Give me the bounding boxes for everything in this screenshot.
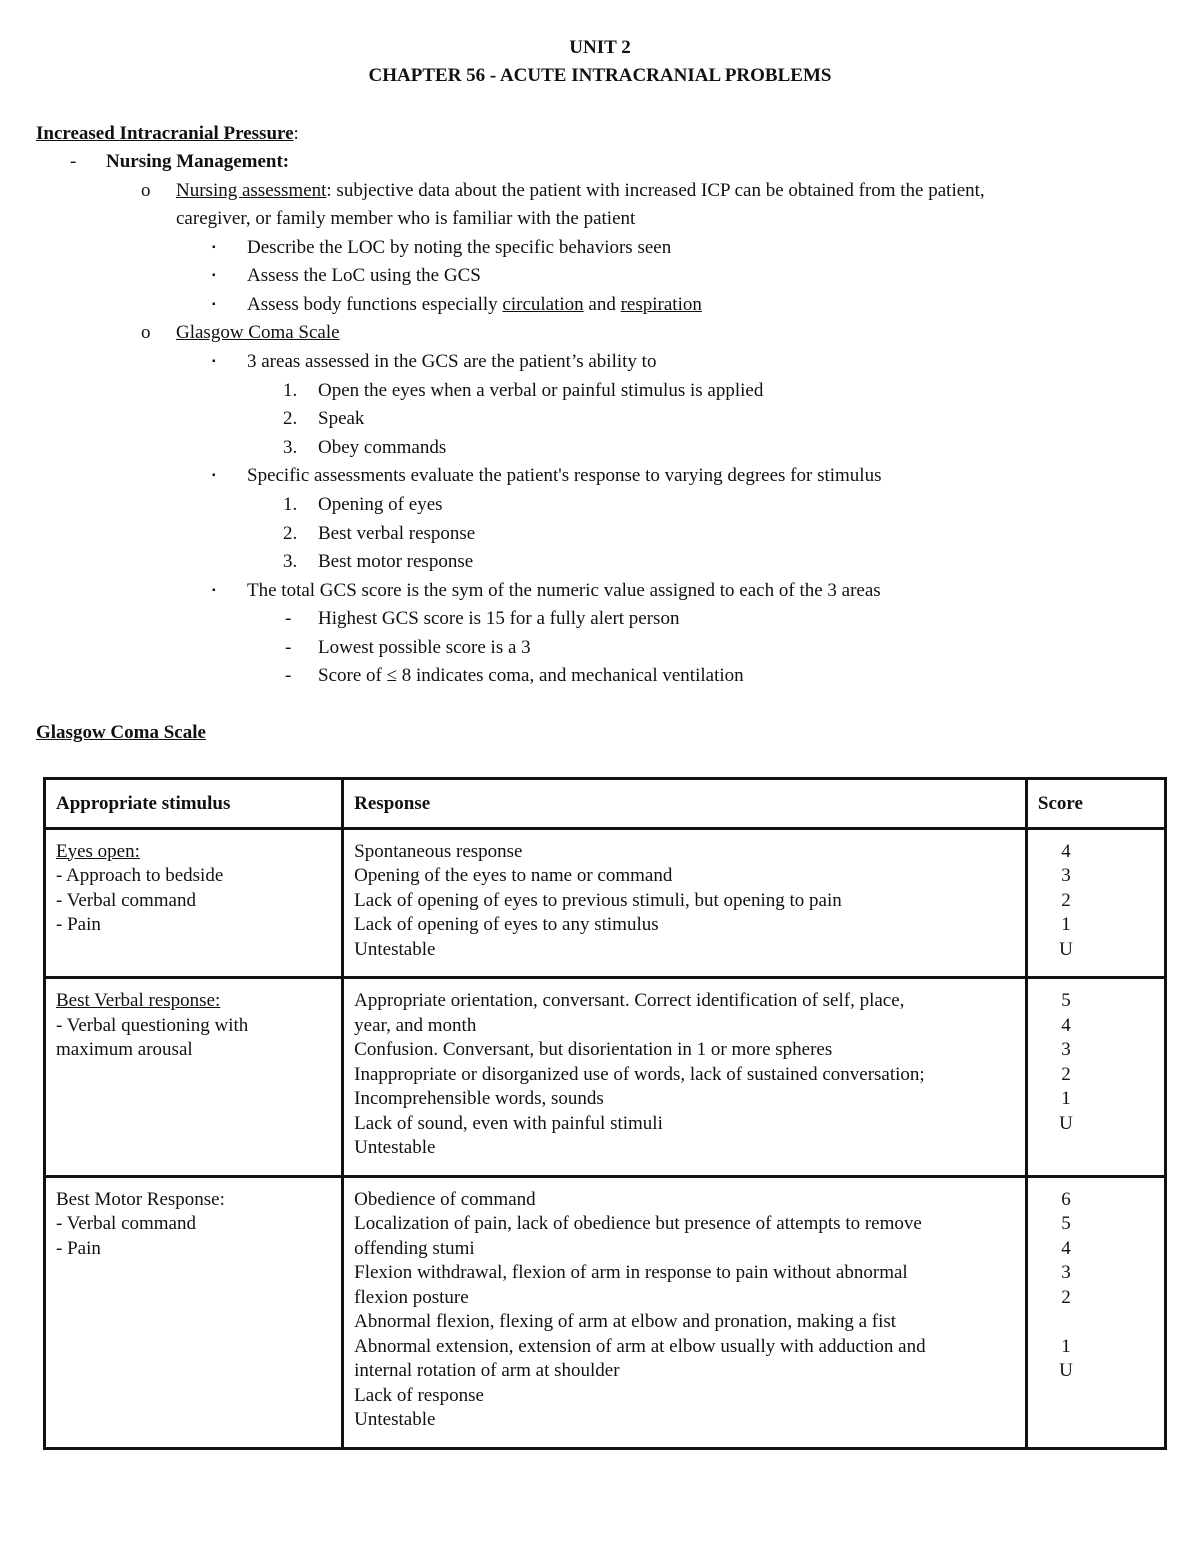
circle-marker: o [141,180,151,201]
circulation-term: circulation [502,294,584,315]
list-number: 2. [283,523,298,544]
list-item: Score of ≤ 8 indicates coma, and mechanical ventilation [318,665,744,686]
score-value: 4 [1061,1237,1071,1259]
response-cell [343,978,1027,1177]
response-line: Flexion withdrawal, flexion of arm in response to pain without abnormal [354,1262,908,1283]
dash-marker: - [70,151,77,172]
bullet-text: and [583,294,621,315]
chapter-heading: CHAPTER 56 - ACUTE INTRACRANIAL PROBLEMS [368,65,832,86]
score-value: U [1059,938,1073,960]
circle-marker: o [141,322,151,343]
list-item: Obey commands [318,437,447,458]
nursing-assessment-line [176,179,985,203]
square-bullet-icon: ▪ [212,299,216,310]
square-bullet-icon: ▪ [212,470,216,481]
dash-marker: - [285,665,292,686]
gcs-bullet: 3 areas assessed in the GCS are the patient’s ability to [247,351,657,372]
stimulus-cell [45,1176,343,1448]
nursing-assessment-text: : subjective data about the patient with increased ICP can be obtained from the patient, [326,180,985,201]
response-line: Lack of opening of eyes to previous stimuli, but opening to pain [354,889,842,911]
response-line: internal rotation of arm at shoulder [354,1360,620,1381]
assessment-bullet: Assess the LoC using the GCS [247,265,481,286]
response-line: Abnormal extension, extension of arm at elbow usually with adduction and [354,1335,926,1357]
list-number: 1. [283,494,298,515]
bullet-text: Assess body functions especially [247,294,503,315]
stimulus-line: - Verbal command [56,1213,196,1234]
response-line: Obedience of command [354,1188,536,1210]
response-line: year, and month [354,1014,477,1036]
score-value: 2 [1061,1286,1071,1308]
response-line: Incomprehensible words, sounds [354,1088,604,1109]
gcs-bullet: The total GCS score is the sym of the numeric value assigned to each of the 3 areas [247,580,881,601]
list-number: 3. [283,551,298,572]
stimulus-title: Eyes open: [56,840,140,862]
table-header-row [45,779,1166,829]
score-cell [1026,978,1165,1177]
section-title-gcs: Glasgow Coma Scale [36,722,206,743]
assessment-bullet [247,293,702,317]
nursing-assessment-label: Nursing assessment [176,180,327,201]
list-number: 3. [283,437,298,458]
score-value: U [1059,1112,1073,1134]
response-line: Spontaneous response [354,840,523,862]
response-line: Lack of response [354,1384,484,1406]
score-cell [1026,828,1165,978]
stimulus-line: - Pain [56,1237,101,1259]
list-item: Speak [318,408,365,429]
list-item: Open the eyes when a verbal or painful stimulus is applied [318,380,764,401]
score-value: 3 [1061,1262,1071,1283]
stimulus-title: Best Motor Response: [56,1188,225,1210]
section-title-icp [36,122,299,146]
list-item: Opening of eyes [318,494,443,515]
score-value: 1 [1061,1335,1071,1357]
score-value: 3 [1061,865,1071,886]
stimulus-line: - Approach to bedside [56,865,224,886]
response-line: Untestable [354,938,436,960]
header-score: Score [1026,779,1165,829]
square-bullet-icon: ▪ [212,585,216,596]
stimulus-title: Best Verbal response: [56,990,221,1011]
list-number: 2. [283,408,298,429]
score-value: U [1059,1360,1073,1381]
response-line: Appropriate orientation, conversant. Correct identification of self, place, [354,990,905,1011]
stimulus-cell [45,828,343,978]
score-value: 4 [1061,1014,1071,1036]
response-line: Confusion. Conversant, but disorientation in 1 or more spheres [354,1039,833,1060]
square-bullet-icon: ▪ [212,270,216,281]
response-line: Lack of sound, even with painful stimuli [354,1112,663,1134]
score-value: 2 [1061,889,1071,911]
score-value: 1 [1061,914,1071,935]
gcs-subheading: Glasgow Coma Scale [176,322,340,343]
square-bullet-icon: ▪ [212,242,216,253]
table-row [45,828,1166,978]
response-line: Untestable [354,1137,436,1158]
response-line: Untestable [354,1409,436,1430]
score-value: 5 [1061,1213,1071,1234]
gcs-bullet: Specific assessments evaluate the patient's response to varying degrees for stimulus [247,465,882,486]
response-line: Opening of the eyes to name or command [354,865,673,886]
list-item: Highest GCS score is 15 for a fully alert person [318,608,680,629]
table-row [45,978,1166,1177]
stimulus-line: maximum arousal [56,1039,193,1060]
score-cell [1026,1176,1165,1448]
assessment-bullet: Describe the LOC by noting the specific behaviors seen [247,237,672,258]
section-title-suffix: : [293,123,299,144]
gcs-table [43,777,1167,1450]
score-spacer [1028,1310,1104,1335]
score-value: 5 [1061,990,1071,1011]
list-item: Best verbal response [318,523,476,544]
stimulus-line: - Verbal command [56,889,196,911]
header-response: Response [343,779,1027,829]
unit-heading: UNIT 2 [569,37,631,58]
respiration-term: respiration [620,294,702,315]
response-line: flexion posture [354,1286,469,1308]
stimulus-cell [45,978,343,1177]
response-line: Lack of opening of eyes to any stimulus [354,914,659,935]
list-item: Lowest possible score is a 3 [318,637,531,658]
dash-marker: - [285,637,292,658]
list-item: Best motor response [318,551,474,572]
dash-marker: - [285,608,292,629]
score-value: 4 [1061,840,1071,862]
list-number: 1. [283,380,298,401]
section-title-text: Increased Intracranial Pressure [36,123,294,144]
response-line: offending stumi [354,1237,475,1259]
score-value: 2 [1061,1063,1071,1085]
table-row [45,1176,1166,1448]
square-bullet-icon: ▪ [212,356,216,367]
header-stimulus: Appropriate stimulus [45,779,343,829]
nursing-assessment-text-cont: caregiver, or family member who is familiar with the patient [176,208,636,229]
nursing-management-heading: Nursing Management: [106,151,290,172]
stimulus-line: - Verbal questioning with [56,1014,249,1036]
score-value: 6 [1061,1188,1071,1210]
response-line: Abnormal flexion, flexing of arm at elbow and pronation, making a fist [354,1311,897,1332]
response-line: Localization of pain, lack of obedience but presence of attempts to remove [354,1213,922,1234]
score-value: 3 [1061,1039,1071,1060]
response-cell [343,828,1027,978]
stimulus-line: - Pain [56,914,101,935]
response-cell [343,1176,1027,1448]
response-line: Inappropriate or disorganized use of words, lack of sustained conversation; [354,1063,925,1085]
score-value: 1 [1061,1088,1071,1109]
